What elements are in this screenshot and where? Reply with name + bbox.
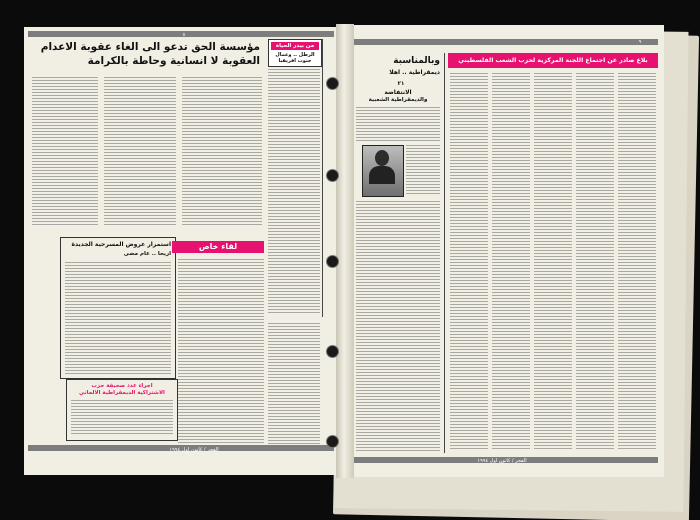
popular-democracy-label: والديمقراطية الشعبية <box>368 97 428 103</box>
theatre-article-subtitle: اريحا .. عام مضى <box>123 251 171 257</box>
right-page-number: ٩ <box>638 39 642 45</box>
binder-hole-3 <box>327 256 338 267</box>
occasion-rule <box>444 53 445 453</box>
elections-box <box>66 379 178 441</box>
right-col-bottom <box>268 323 320 445</box>
binder-hole-2 <box>327 170 338 181</box>
binder-hole-5 <box>327 436 338 447</box>
main-col-5 <box>618 73 656 451</box>
left-page-number: ٨ <box>182 32 186 38</box>
elections-label-1: اجراء عدد صحيفة حزب <box>91 383 153 389</box>
occasion-text-top <box>356 107 440 143</box>
column-rule <box>322 39 323 317</box>
left-page <box>24 27 342 475</box>
elections-text <box>71 400 173 436</box>
number-label: ٢١ <box>397 81 405 87</box>
binder-hole-4 <box>327 346 338 357</box>
intifada-label: الانتفاضة <box>384 89 412 96</box>
main-col-2 <box>492 73 530 451</box>
left-col-c <box>182 77 262 227</box>
occasion-sub: ديمقراطية .. اهلا <box>389 69 440 76</box>
occasion-text-bottom <box>356 201 440 451</box>
column-box-title: من بيدر الحياة <box>271 42 319 50</box>
elections-label-2: الاشتراكية الديمقراطية الالماني <box>79 390 165 396</box>
theatre-article <box>60 237 176 379</box>
left-col-a <box>32 77 98 227</box>
interview-text <box>178 259 264 445</box>
right-page <box>346 25 664 477</box>
column-box-sub-2: جنوب افريقيا <box>278 58 312 64</box>
binder-hole-1 <box>327 78 338 89</box>
interview-label: لقاء خاص <box>172 241 264 253</box>
left-headline-1: مؤسسة الحق تدعو الى الغاء عقوبة الاعدام <box>40 41 260 53</box>
right-top-bar <box>352 39 658 45</box>
binding-spine <box>336 24 354 478</box>
main-col-3 <box>534 73 572 451</box>
column-text <box>268 69 320 315</box>
right-footer-date: الفجر / كانون اول ١٩٩٤ <box>477 458 527 464</box>
occasion-text-side <box>406 145 440 195</box>
column-box-sub-1: الرطل .. وعمال <box>275 52 315 58</box>
main-col-1 <box>450 73 488 451</box>
left-col-b <box>104 77 176 227</box>
left-headline-2: العقوبة لا انسانية وحاطة بالكرامة <box>87 55 260 67</box>
theatre-article-title: استمرار عروض المسرحية الجديدة <box>71 241 171 248</box>
main-col-4 <box>576 73 614 451</box>
column-box <box>268 39 322 67</box>
theatre-article-text <box>65 262 171 374</box>
portrait-photo <box>362 145 404 197</box>
occasion-title: وبالمناسبة <box>393 56 440 66</box>
banner-headline: بلاغ صادر عن اجتماع اللجنة المركزية لحزب الشعب الفلسطيني <box>448 53 658 68</box>
left-footer-date: الفجر / كانون اول ١٩٩٤ <box>169 447 219 453</box>
